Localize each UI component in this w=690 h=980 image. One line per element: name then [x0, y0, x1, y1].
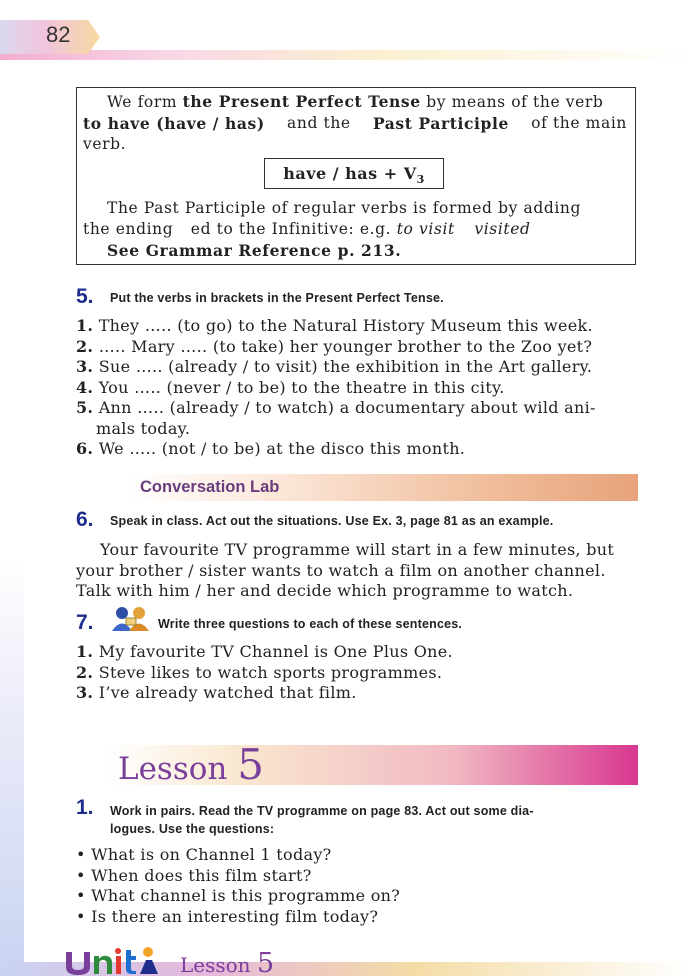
exercise-6-instruction: Speak in class. Act out the situations. Use Ex. 3, page 81 as an example.	[110, 514, 554, 528]
exercise-5-number: 5.	[76, 285, 94, 308]
header-stripe	[0, 50, 690, 60]
list-item: • What is on Channel 1 today?	[76, 845, 332, 864]
exercise-5-instruction: Put the verbs in brackets in the Present Perfect Tense.	[110, 291, 444, 305]
grammar-rule-box	[76, 87, 636, 265]
list-item: 1. My favourite TV Channel is One Plus One.	[76, 642, 453, 661]
page-number: 82	[46, 22, 71, 47]
conversation-lab-title: Conversation Lab	[140, 478, 280, 496]
list-item: 3. Sue ….. (already / to visit) the exhibition in the Art gallery.	[76, 357, 593, 376]
list-item: 1. They ….. (to go) to the Natural History Museum this week.	[76, 316, 593, 335]
exercise-6-text: Your favourite TV programme will start in a few minutes, but your brother / sister wants to watch a film on another channel. Talk with him / her and decide which programme to watch.	[76, 540, 615, 600]
list-item: 3. I’ve already watched that film.	[76, 683, 357, 702]
exercise-7-list	[76, 642, 453, 704]
exercise-1-number: 1.	[76, 796, 94, 819]
exercise-6-number: 6.	[76, 508, 94, 531]
list-item: • When does this film start?	[76, 865, 312, 885]
list-item: 6. We ….. (not / to be) at the disco this month.	[76, 439, 466, 458]
exercise-7-number: 7.	[76, 611, 94, 634]
exercise-7-instruction: Write three questions to each of these sentences.	[158, 617, 463, 631]
grammar-reference: See Grammar Reference p. 213.	[107, 241, 402, 260]
grammar-text-2: The Past Participle of regular verbs is formed by adding the ending ed to the Infinitive: e.g. to visit visited See Grammar Reference p. 213.	[83, 199, 582, 260]
exercise-1-instruction: Work in pairs. Read the TV programme on page 83. Act out some dia- logues. Use the questions:	[110, 804, 534, 836]
list-item: • Is there an interesting film today?	[76, 906, 379, 926]
unit-logo	[62, 942, 162, 980]
list-item: 2. Steve likes to watch sports programmes.	[76, 662, 443, 682]
list-item: mals today.	[96, 418, 191, 438]
exercise-1-questions	[76, 845, 400, 927]
left-margin-stripe	[0, 560, 24, 976]
grammar-text: We form the Present Perfect Tense by means of the verb to have (have / has) and the Past Participle of the main verb.	[83, 92, 627, 153]
list-item: 2. ….. Mary ….. (to take) her younger brother to the Zoo yet?	[76, 336, 593, 356]
lesson-title: Lesson 5	[118, 740, 264, 789]
pair-work-icon	[108, 604, 154, 636]
footer-lesson-title: Lesson 5	[180, 948, 275, 979]
list-item: 5. Ann ….. (already / to watch) a documentary about wild ani-	[76, 398, 596, 417]
exercise-5-list	[76, 316, 596, 460]
list-item: • What channel is this programme on?	[76, 886, 401, 905]
list-item: 4. You ….. (never / to be) to the theatre in this city.	[76, 377, 505, 397]
formula-box: have / has + $V_3$	[264, 158, 444, 189]
